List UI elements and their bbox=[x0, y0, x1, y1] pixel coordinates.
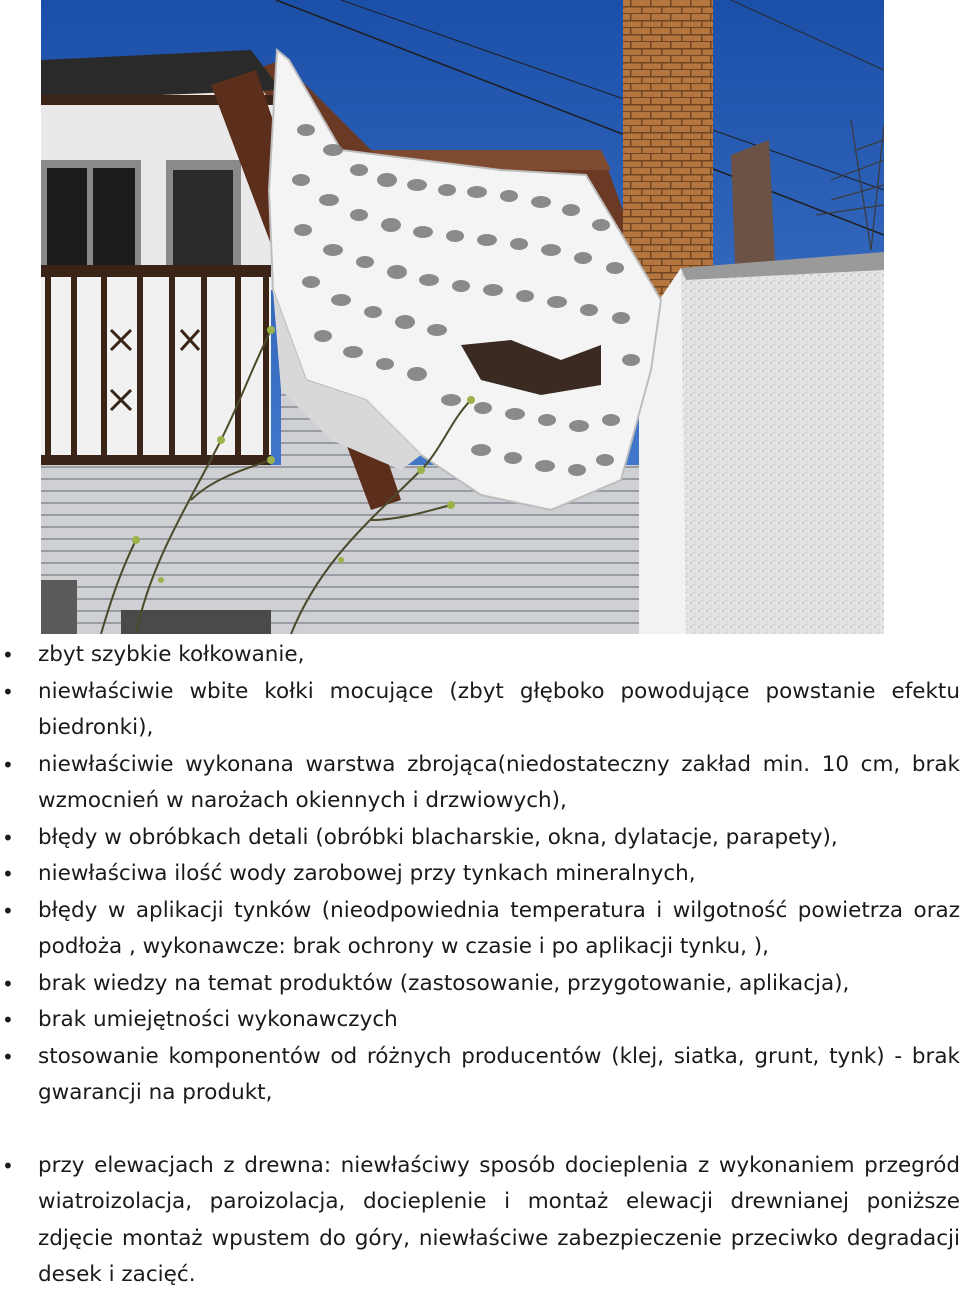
defects-list bbox=[0, 637, 960, 1294]
list-item: • zbyt szybkie kołkowanie, bbox=[0, 637, 960, 674]
list-item: • niewłaściwa ilość wody zarobowej przy tynkach mineralnych, bbox=[0, 856, 960, 893]
list-item: • niewłaściwie wykonana warstwa zbrojąca(niedostateczny zakład min. 10 cm, brak wzmocnień w narożach okiennych i drzwiowych), bbox=[0, 747, 960, 820]
list-item: • błędy w obróbkach detali (obróbki blacharskie, okna, dylatacje, parapety), bbox=[0, 820, 960, 857]
building-facade-photo bbox=[41, 0, 884, 634]
list-item: • brak wiedzy na temat produktów (zastosowanie, przygotowanie, aplikacja), bbox=[0, 966, 960, 1003]
list-item: • przy elewacjach z drewna: niewłaściwy sposób docieplenia z wykonaniem przegród wiatroizolacja, paroizolacja, docieplenie i montaż elewacji drewnianej poniższe zdjęcie montaż wpustem do góry, niewłaściwe zabezpieczenie przeciwko degradacji desek i zacięć. bbox=[0, 1148, 960, 1294]
list-item: • błędy w aplikacji tynków (nieodpowiednia temperatura i wilgotność powietrza oraz podłoża , wykonawcze: brak ochrony w czasie i po aplikacji tynku, ), bbox=[0, 893, 960, 966]
list-item: • stosowanie komponentów od różnych producentów (klej, siatka, grunt, tynk) - brak gwarancji na produkt, bbox=[0, 1039, 960, 1112]
list-item: • niewłaściwie wbite kołki mocujące (zbyt głęboko powodujące powstanie efektu biedronki), bbox=[0, 674, 960, 747]
list-item: • brak umiejętności wykonawczych bbox=[0, 1002, 960, 1039]
